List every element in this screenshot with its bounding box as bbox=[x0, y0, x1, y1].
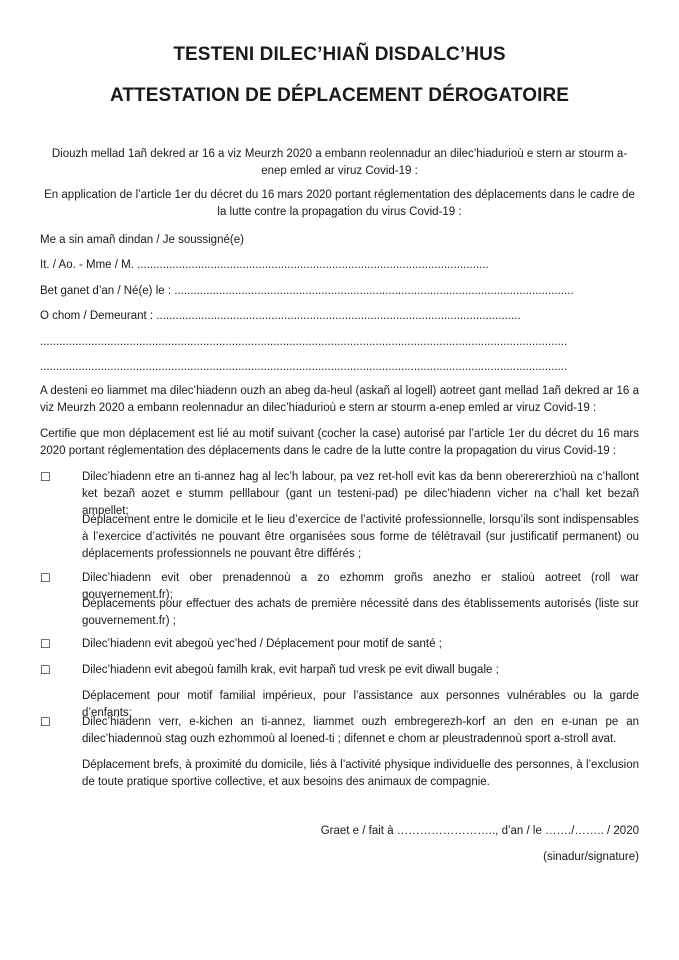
signature-label: (sinadur/signature) bbox=[543, 851, 639, 863]
certify-french: Certifie que mon déplacement est lié au motif suivant (cocher la case) autorisé par l’article 1er du décret du 16 mars 2020 portant réglementation des déplacements dans le cadre de la lutte contre la propagation du virus Covid-19 : bbox=[40, 428, 639, 457]
birth-field[interactable] bbox=[40, 283, 639, 300]
name-dotted-line: .............................................................................................................. bbox=[137, 259, 489, 271]
name-label: It. / Ao. - Mme / M. bbox=[40, 259, 138, 271]
soussigne-label: Me a sin amañ dindan / Je soussigné(e) bbox=[40, 234, 244, 246]
option-family-french: Déplacement pour motif familial impérieux, pour l’assistance aux personnes vulnérables ou la garde d’enfants; bbox=[82, 690, 639, 719]
checkbox-family[interactable]: ☐ bbox=[40, 663, 51, 677]
address-extra-line-1[interactable]: ..................................................................................................................................................................... bbox=[40, 336, 568, 348]
checkbox-health[interactable]: ☐ bbox=[40, 637, 51, 651]
option-work-breton: Dilec’hiadenn etre an ti-annez hag al lec’h labour, pa vez ret-holl evit kas da benn oberererzhioù na c’hallont ket bezañ aozet e stumm pelllabour (gant un testeni-pad) pe dilec’hiadenn vicher na c’hall ket bezañ ampellet; bbox=[82, 471, 639, 517]
option-family-breton: Dilec’hiadenn evit abegoù familh krak, evit harpañ tud vresk pe evit diwall bugale ; bbox=[82, 664, 499, 676]
intro-french-line-1: En application de l’article 1er du décret du 16 mars 2020 portant réglementation des déplacements dans le cadre de bbox=[44, 189, 635, 201]
birth-dotted-line: ............................................................................................................................. bbox=[174, 285, 574, 297]
checkbox-shopping[interactable]: ☐ bbox=[40, 571, 51, 585]
intro-breton-line-2: enep emled ar viruz Covid-19 : bbox=[261, 165, 418, 177]
intro-breton-line-1: Diouzh mellad 1añ dekred ar 16 a viz Meurzh 2020 a embann reolennadur an dilec’hiadurioù e stern ar stourm a- bbox=[51, 148, 628, 160]
checkbox-exercise[interactable]: ☐ bbox=[40, 715, 51, 729]
title-breton: TESTENI DILEC’HIAÑ DISDALC’HUS bbox=[173, 44, 506, 65]
address-field[interactable] bbox=[40, 308, 639, 325]
address-label: O chom / Demeurant : bbox=[40, 310, 157, 322]
option-shopping-french: Déplacements pour effectuer des achats de première nécessité dans des établissements autorisés (liste sur gouvernement.fr) ; bbox=[82, 598, 639, 627]
address-extra-line-2[interactable]: ..................................................................................................................................................................... bbox=[40, 361, 568, 373]
certify-breton: A desteni eo liammet ma dilec’hiadenn ouzh an abeg da-heul (askañ al logell) aotreet gant mellad 1añ dekred ar 16 a viz Meurzh 2020 a embann reolennadur an dilec’hiadurioù e stern ar stourm a-enep emled ar viruz Covid-19 : bbox=[40, 385, 639, 414]
option-exercise-french: Déplacement brefs, à proximité du domicile, liés à l’activité physique individuelle des personnes, à l’exclusion de toute pratique sportive collective, et aux besoins des animaux de compagnie. bbox=[82, 759, 639, 788]
name-field[interactable] bbox=[40, 257, 639, 274]
option-exercise-breton: Dilec’hiadenn verr, e-kichen an ti-annez, liammet ouzh embregerezh-korf an den en e-unan pe an dilec’hiadennoù stag ouzh ezhommoù al loened-ti ; difennet e chom ar pleustradennoù sport a-stroll avat. bbox=[82, 716, 639, 745]
address-dotted-line: .................................................................................................................. bbox=[156, 310, 521, 322]
option-work-french: Déplacement entre le domicile et le lieu d’exercice de l’activité professionnelle, lorsqu’ils sont indispensables à l’exercice d’activités ne pouvant être organisées sous forme de télétravail (sur justificatif permanent) ou déplacements professionnels ne pouvant être différés ; bbox=[82, 514, 639, 560]
place-date-line[interactable]: Graet e / fait à …………………….., d’an / le ……./…….. / 2020 bbox=[320, 825, 639, 837]
option-shopping-breton: Dilec’hiadenn evit ober prenadennoù a zo ezhomm groñs anezho er stalioù aotreet (roll war gouvernement.fr); bbox=[82, 572, 639, 601]
birth-label: Bet ganet d’an / Né(e) le : bbox=[40, 285, 175, 297]
checkbox-work[interactable]: ☐ bbox=[40, 470, 51, 484]
intro-french-line-2: la lutte contre la propagation du virus Covid-19 : bbox=[217, 206, 462, 218]
option-health: Dilec’hiadenn evit abegoù yec’hed / Déplacement pour motif de santé ; bbox=[82, 638, 442, 650]
title-french: ATTESTATION DE DÉPLACEMENT DÉROGATOIRE bbox=[109, 85, 570, 106]
